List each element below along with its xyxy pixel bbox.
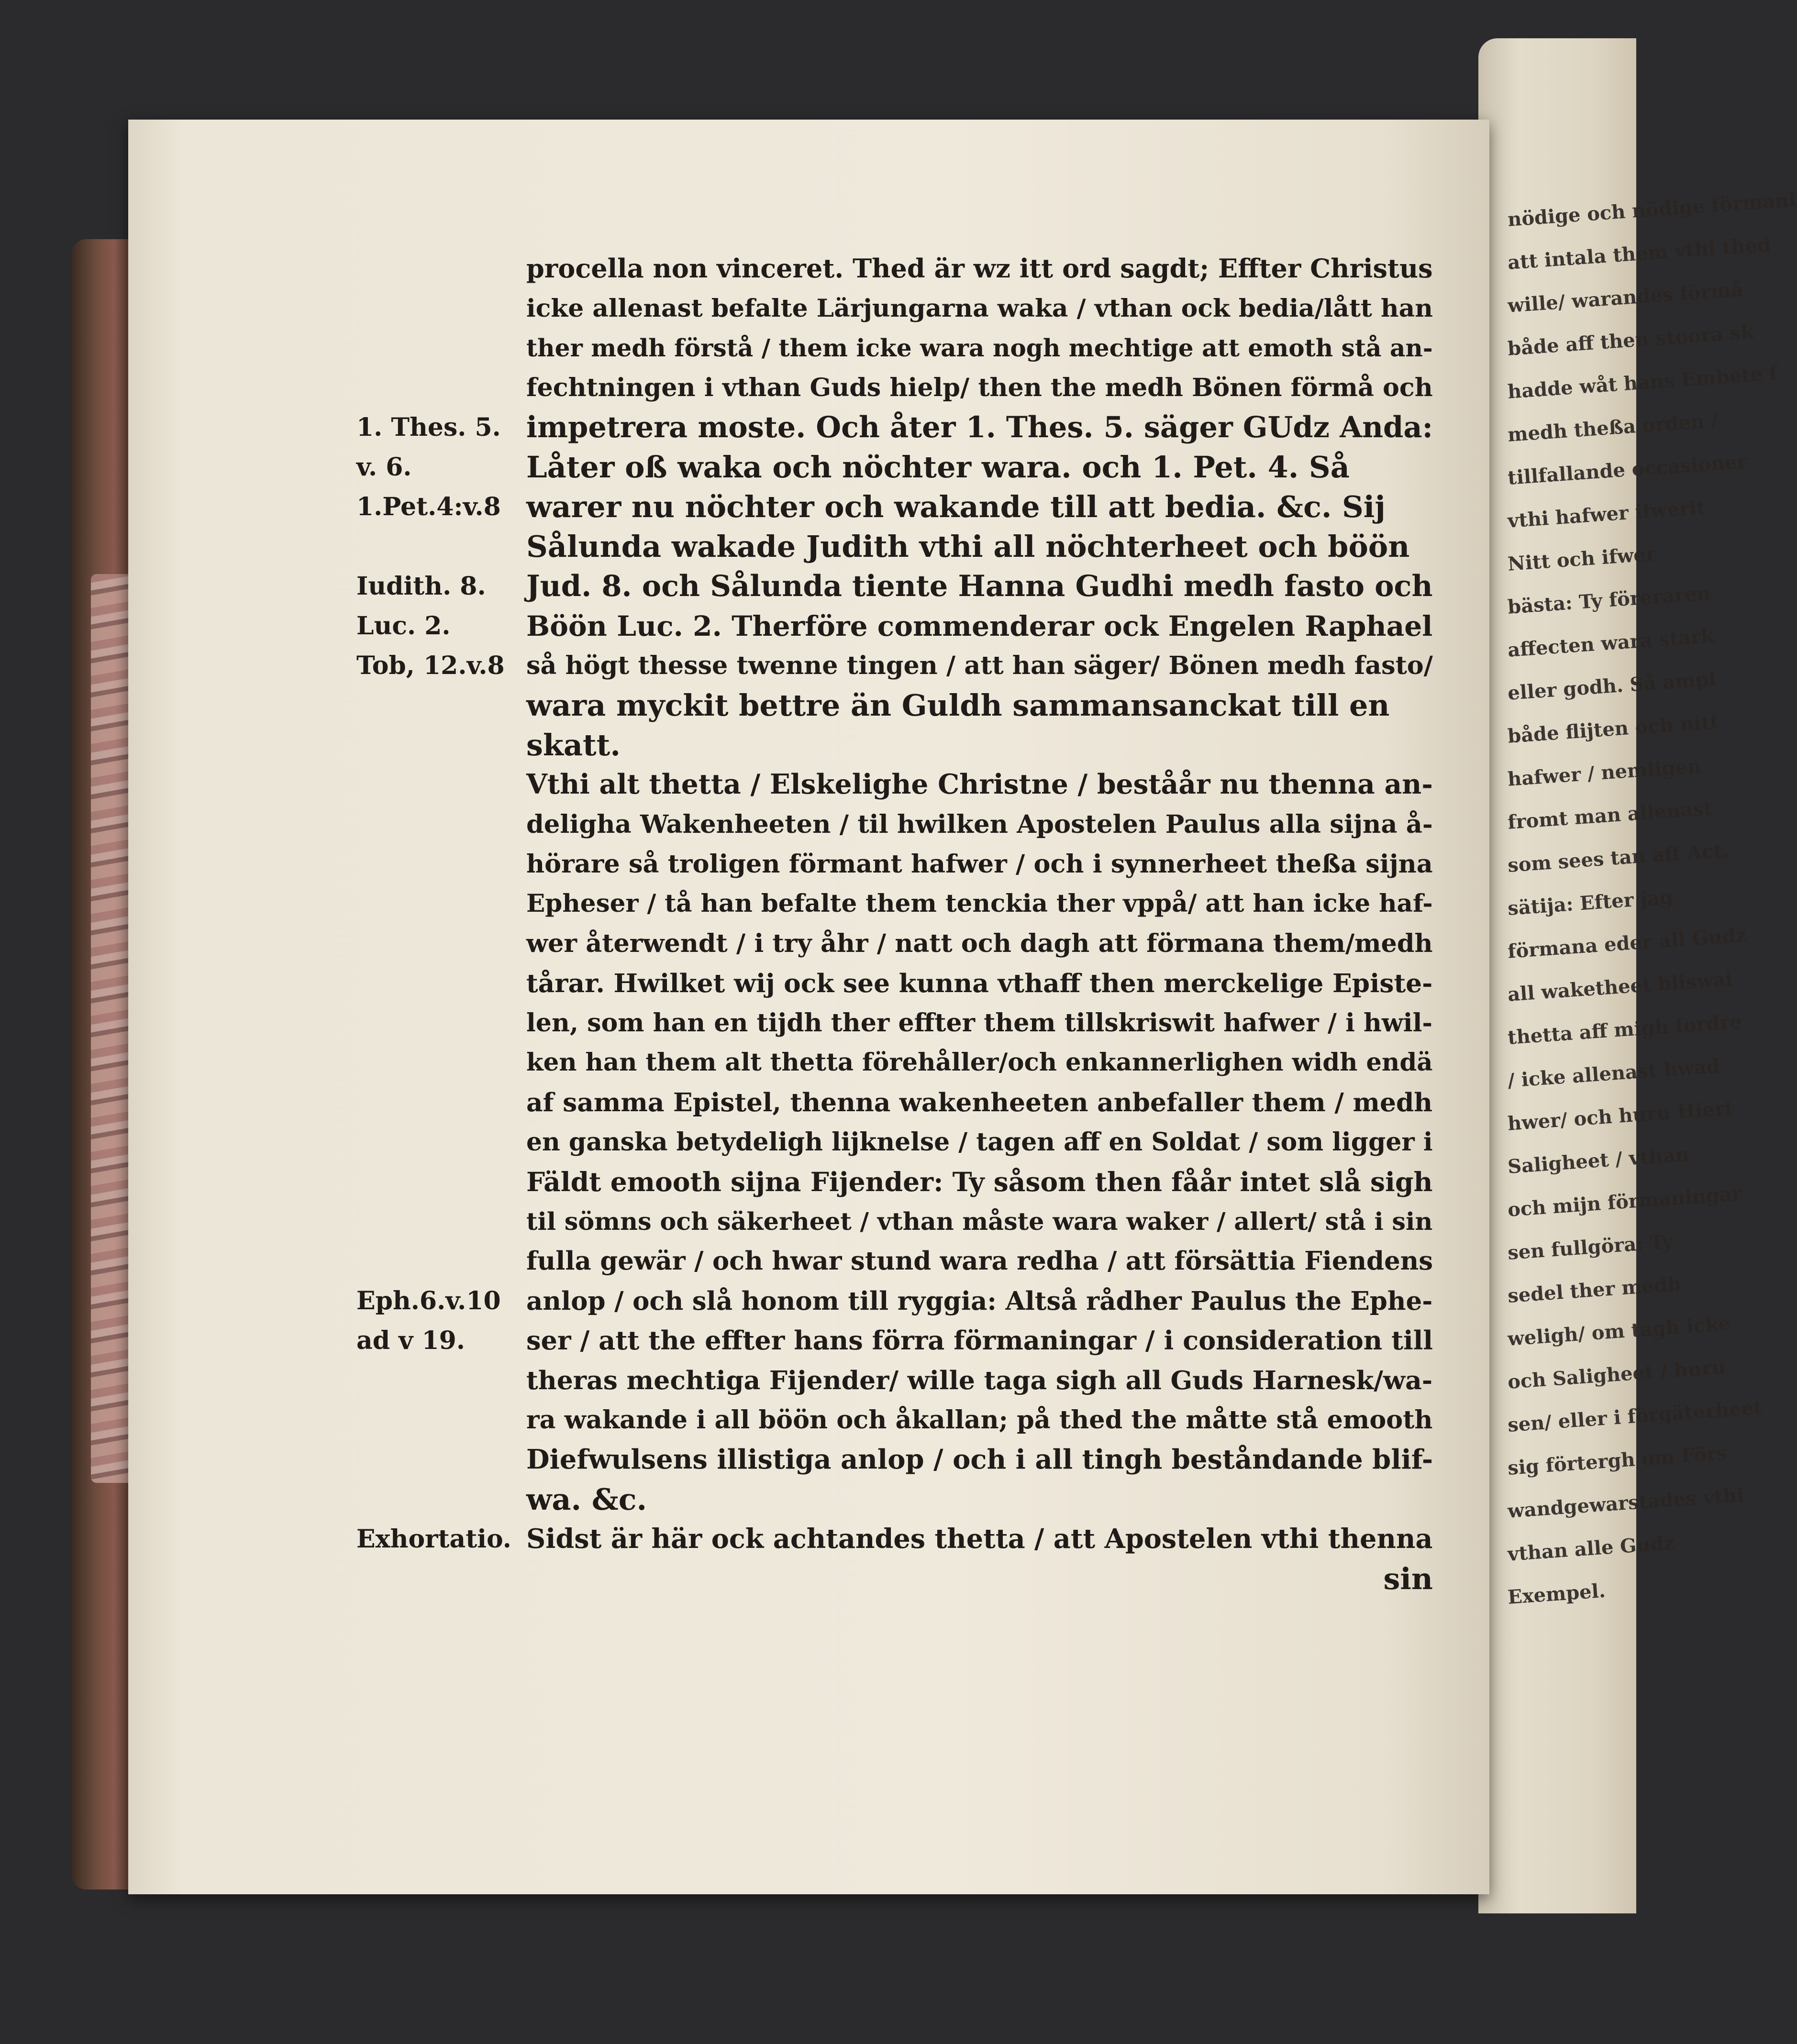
facing-page-line: weligh/ om tagh icke [1507,1312,1731,1350]
margin-note: Luc. 2. [356,611,451,641]
text-line: Låter oß waka och nöchter wara. och 1. Pet. 4. Så [526,450,1350,485]
text-line: tårar. Hwilket wij ock see kunna vthaff then merckelige Episte- [526,968,1433,998]
margin-note: Eph.6.v.10 [356,1286,501,1315]
facing-page-line: / icke allenast hwad [1507,1055,1721,1092]
facing-page-line: som sees tan aff Act. [1507,839,1730,877]
text-line: len, som han en tijdh ther effter them tillskriswit hafwer / i hwil- [526,1008,1433,1038]
text-line: ther medh förstå / them icke wara nogh mechtige att emoth stå an- [526,334,1433,362]
main-text-block [526,249,1433,1599]
text-line: ser / att the effter hans förra förmaningar / i consideration till [526,1325,1433,1356]
text-line: deligha Wakenheeten / til hwilken Apostelen Paulus alla sijna å- [526,810,1433,839]
text-line: ra wakande i all böön och åkallan; på thed the måtte stå emooth [526,1405,1433,1435]
text-line: til sömns och säkerheet / vthan måste wara waker / allert/ stå i sin [526,1207,1433,1236]
text-line: ken han them alt thetta förehåller/och enkannerlighen widh endä [526,1048,1433,1077]
facing-page-line: bästa: Ty föreraren [1507,582,1712,619]
facing-page-line: sedel ther medh [1507,1272,1682,1307]
margin-note: 1.Pet.4:v.8 [356,492,501,521]
text-line: Sidst är här ock achtandes thetta / att Apostelen vthi thenna [526,1524,1433,1555]
facing-page-line: medh theßa orden / [1507,409,1719,446]
text-line: warer nu nöchter och wakande till att bedia. &c. Sij [526,489,1386,524]
margin-note: ad v 19. [356,1326,465,1355]
facing-page [1478,38,1797,1913]
text-line: fulla gewär / och hwar stund wara redha / att försättia Fiendens [526,1246,1433,1276]
text-line: Sålunda wakade Judith vthi all nöchterheet och böön [526,529,1410,564]
margin-note: Exhortatio. [356,1525,511,1554]
facing-page-line: sen/ eller i förgäterheet [1507,1396,1764,1436]
text-line: Vthi alt thetta / Elskelighe Christne / beståår nu thenna an- [526,769,1433,800]
text-line: en ganska betydeligh lijknelse / tagen aff en Soldat / som ligger i [526,1127,1433,1157]
text-line: Jud. 8. och Sålunda tiente Hanna Gudhi medh fasto och [526,569,1433,603]
text-line: wer återwendt / i try åhr / natt och dagh att förmana them/medh [526,929,1433,958]
facing-page-line: och Saligheet / huru [1507,1356,1727,1393]
facing-page-line: thetta aff migh fordre [1507,1010,1743,1049]
margin-note: Tob, 12.v.8 [356,651,505,680]
margin-note: 1. Thes. 5. [356,413,501,442]
facing-page-line: wille/ warandes förmå [1507,278,1744,317]
text-line: procella non vinceret. Thed är wz itt ord sagdt; Effter Christus [526,253,1433,284]
facing-page-line: sen fullgöra: Ty [1507,1230,1674,1264]
facing-page-line: sig förtergh om Förs [1507,1441,1728,1480]
facing-page-line: hafwer / nemligen [1507,754,1702,791]
facing-page-line: både aff then stoora sk [1507,320,1755,360]
facing-page-line: både flijten och nitt [1507,710,1720,748]
text-line: wa. &c. [526,1482,647,1517]
text-line: Diefwulsens illistiga anlop / och i all tingh beståndande blif- [526,1444,1433,1475]
text-line: skatt. [526,728,621,762]
text-line: Fäldt emooth sijna Fijender: Ty såsom then fåår intet slå sigh [526,1166,1433,1197]
facing-page-line: all waketheet bliswai [1507,968,1733,1006]
text-line: så högt thesse twenne tingen / att han säger/ Bönen medh fasto/ [526,651,1433,680]
text-line: impetrera moste. Och åter 1. Thes. 5. säger GUdz Anda: [526,410,1433,444]
text-line: icke allenast befalte Lärjungarna waka / vthan ock bedia/lått han [526,294,1433,323]
facing-page-line: Nitt och ifwer [1507,542,1657,575]
facing-page-line: affecten wara stark [1507,624,1715,662]
text-line: hörare så troligen förmant hafwer / och i synnerheet theßa sijna [526,850,1433,879]
facing-page-line: Exempel. [1507,1579,1607,1609]
facing-page-line: vthan alle Gudz [1507,1531,1675,1566]
facing-page-line: sätija: Efter jag [1507,885,1674,920]
text-line: fechtningen i vthan Guds hielp/ then the medh Bönen förmå och [526,373,1433,402]
facing-page-line: eller godh. Så ampl [1507,667,1717,705]
facing-page-line: wandgewarstades vthi [1507,1483,1745,1523]
facing-page-line: att intala them vthi thed [1507,233,1772,274]
text-line: af samma Epistel, thenna wakenheeten anbefaller them / medh [526,1087,1433,1117]
facing-page-line: Saligheet / vthan [1507,1143,1690,1178]
marbled-edge [91,574,134,1483]
text-line: theras mechtiga Fijender/ wille taga sigh all Guds Harnesk/wa- [526,1365,1433,1395]
text-line: Epheser / tå han befalte them tenckia ther vppå/ att han icke haf- [526,889,1433,918]
facing-page-line: förmana eder all Gudz [1507,924,1747,963]
text-line: anlop / och slå honom till ryggia: Altså rådher Paulus the Ephe- [526,1286,1433,1316]
margin-note: v. 6. [356,453,412,482]
text-line: sin [1383,1561,1433,1596]
facing-page-line: fromt man allenast [1507,797,1713,834]
facing-page-line: hadde wåt hans Embete f [1507,362,1778,403]
facing-page-line: och mijn förmaningar [1507,1182,1743,1221]
text-line: wara myckit bettre än Guldh sammansanckat till en [526,688,1390,723]
facing-page-line: tillfallande occasioner [1507,450,1748,489]
margin-note: Iudith. 8. [356,572,486,601]
facing-page-line: hwer/ och huru Hiert [1507,1097,1734,1135]
text-line: Böön Luc. 2. Therföre commenderar ock Engelen Raphael [526,609,1433,642]
facing-page-line: nödige och nödige förmanl [1507,188,1797,231]
facing-page-line: vthi hafwer ifwerit [1507,496,1707,532]
